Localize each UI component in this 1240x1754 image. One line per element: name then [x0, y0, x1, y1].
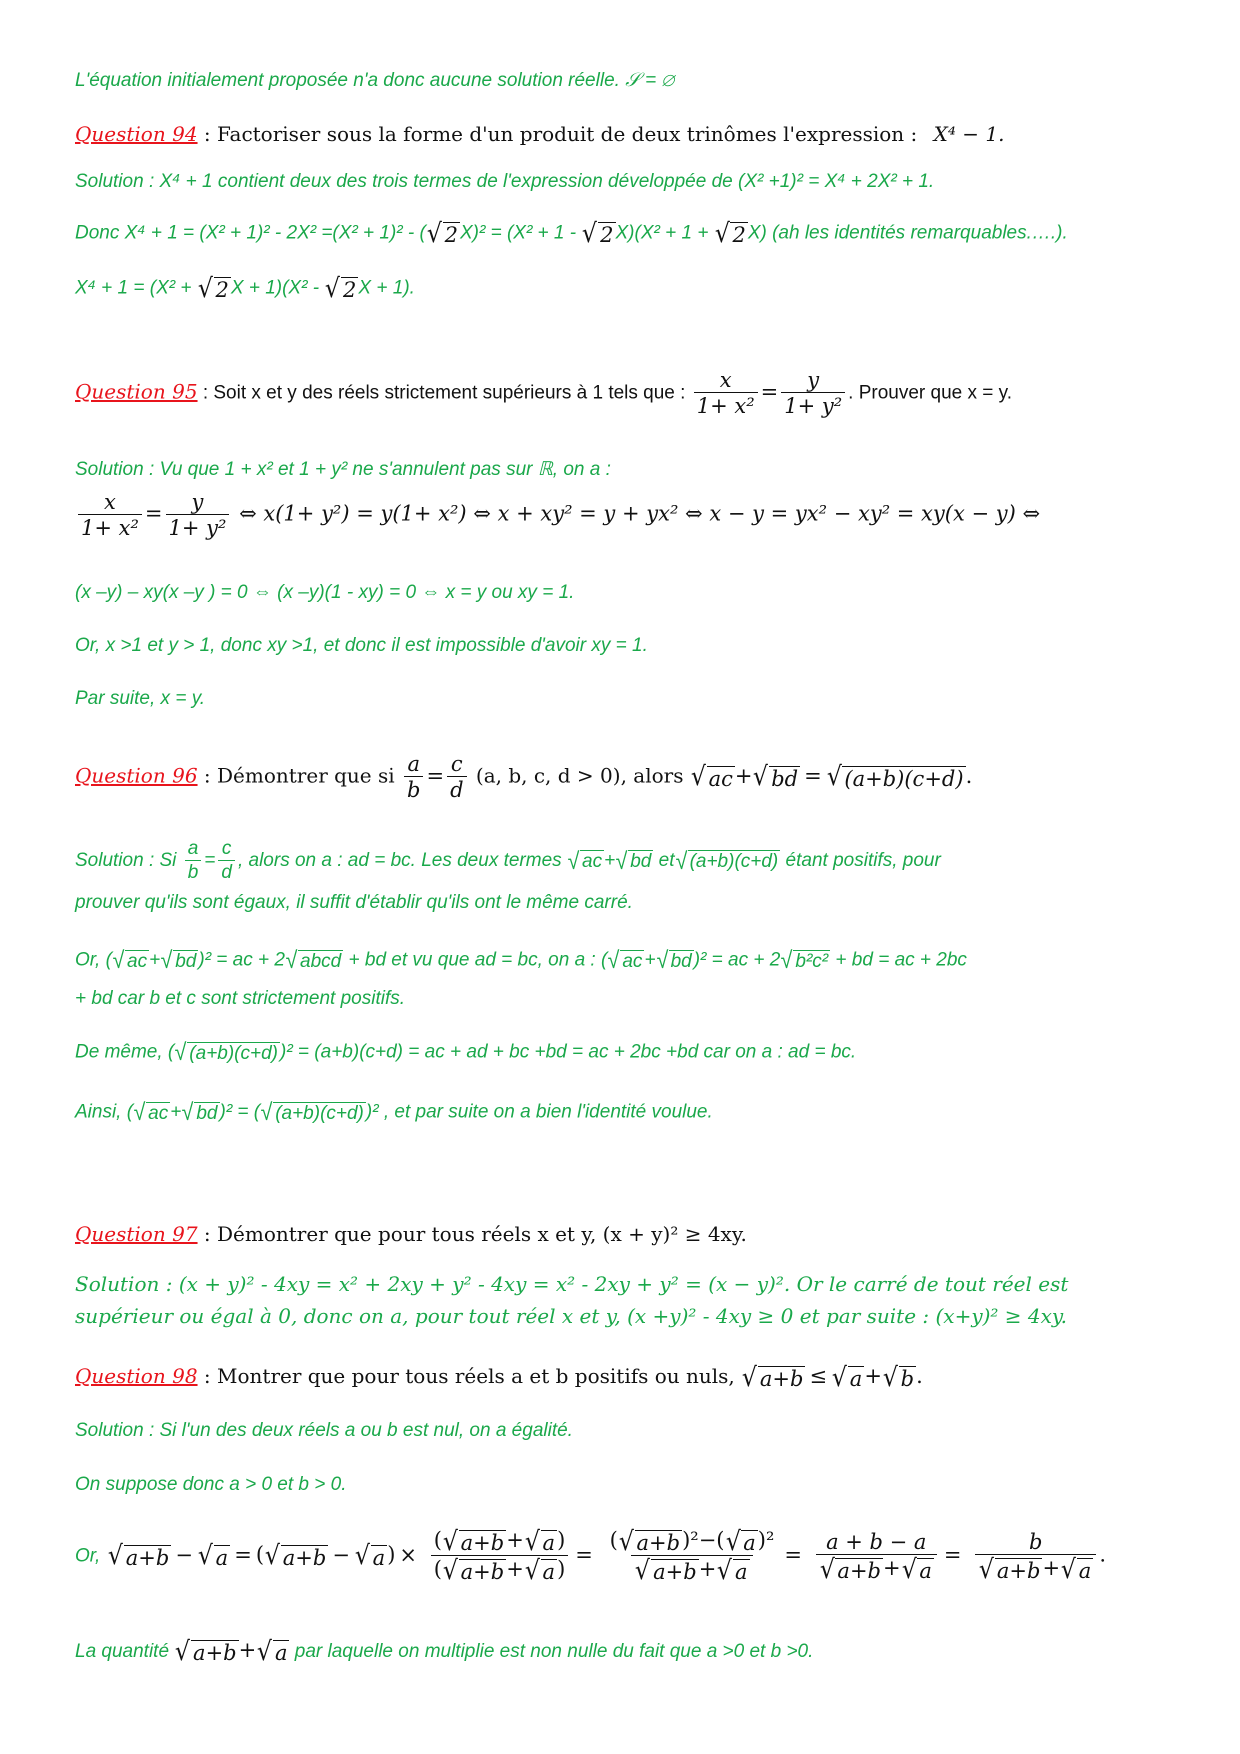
- sqrt-2: √ 2: [197, 273, 229, 304]
- sqrt-arg: 2: [343, 278, 357, 302]
- sqrt-arg: a: [919, 1558, 932, 1583]
- frac-num: y: [191, 490, 204, 514]
- equals-sign: =: [760, 379, 779, 404]
- sol-text: , alors on a : ad = bc. Les deux termes: [237, 849, 562, 871]
- sqrt-arg: a+b: [193, 1641, 237, 1665]
- sqrt-arg: a+b: [653, 1560, 697, 1585]
- frac-num: b: [1029, 1529, 1043, 1554]
- frac-den: 1+ y²: [166, 514, 230, 540]
- sol-text: étant positifs, pour: [785, 849, 941, 871]
- q95-line-2: (x –y) – xy(x –y ) = 0 ⇔ (x –y)(1 - xy) = 0 ⇔ x = y ou xy = 1.: [75, 582, 575, 603]
- sqrt-arg: a: [735, 1560, 748, 1585]
- frac-num: c: [221, 838, 232, 859]
- q98-inequality: √ a+b ≤ √ a + √ b .: [741, 1362, 923, 1393]
- sol-text: + bd et vu que ad = bc, on a : (: [343, 949, 608, 971]
- question-98-statement: : Montrer que pour tous réels a et b positifs ou nuls,: [197, 1364, 735, 1389]
- question-97-statement: : Démontrer que pour tous réels x et y, (x + y)² ≥ 4xy.: [197, 1222, 747, 1246]
- equals-sign: =: [234, 1542, 252, 1567]
- period: .: [965, 763, 973, 788]
- sqrt-arg: bd: [196, 1103, 218, 1124]
- question-96-label: Question 96: [75, 763, 198, 788]
- question-94-expr: X⁴ − 1.: [933, 122, 1005, 146]
- question-94: [75, 122, 1004, 146]
- sqrt-arg: ac: [127, 951, 148, 972]
- frac-num: a: [407, 752, 420, 776]
- minus-sign: −: [175, 1542, 193, 1567]
- question-95-statement: : Soit x et y des réels strictement supérieurs à 1 tels que :: [197, 382, 686, 404]
- question-94-label: Question 94: [75, 122, 198, 146]
- equals-sign: =: [943, 1542, 962, 1567]
- sqrt-arg: ac: [708, 766, 733, 791]
- frac-num: a + b − a: [826, 1529, 927, 1554]
- q94-solution-1: Solution : X⁴ + 1 contient deux des trois termes de l'expression développée de (X² +1)² = X⁴ + 2X² + 1.: [75, 171, 935, 192]
- sqrt-arg: 2: [600, 223, 614, 247]
- sqrt-arg: a: [274, 1641, 288, 1665]
- q94-sol3-part: X + 1)(X² -: [230, 277, 325, 299]
- q96-condition: (a, b, c, d > 0), alors: [475, 763, 684, 788]
- sqrt-arg: b²c²: [795, 951, 829, 972]
- q96-solution-1: Solution : Si $\frac{a}{b}$ = $\frac{c}{d}$ , alors on a : ad = bc. Les deux termes √ ac + √ bd et √ (a+b)(c+d) étant positifs, pour: [75, 838, 941, 883]
- sqrt-arg: a: [542, 1560, 556, 1585]
- sqrt-2: √ 2: [325, 273, 357, 304]
- q98-quantity-line: [75, 1638, 813, 1665]
- q94-sol3-part: X + 1).: [358, 277, 415, 299]
- q98-solution-2: On suppose donc a > 0 et b > 0.: [75, 1474, 347, 1495]
- sol-text: )² = ac + 2: [198, 949, 285, 971]
- sqrt-2: √ 2: [714, 218, 746, 249]
- frac-den: b: [185, 860, 202, 884]
- sqrt-arg: a+b: [460, 1531, 505, 1555]
- square-exp: ²: [690, 1528, 699, 1553]
- chain-text: ⇔ x(1+ y²) = y(1+ x²) ⇔ x + xy² = y + yx² ⇔ x − y = yx² − xy² = xy(x − y) ⇔: [239, 501, 1041, 526]
- frac-den: 1+ y²: [781, 392, 845, 418]
- plus-sign: +: [170, 1101, 182, 1123]
- sqrt-arg: bd: [771, 766, 799, 791]
- q95-line-4: Par suite, x = y.: [75, 688, 206, 709]
- sqrt-2: √ 2: [582, 218, 614, 249]
- sqrt-arg: a+b: [460, 1560, 505, 1585]
- sqrt-arg: a: [215, 1545, 229, 1570]
- question-97: [75, 1222, 747, 1246]
- sqrt-arg: a+b: [837, 1558, 881, 1583]
- frac-den: 1+ x²: [78, 514, 142, 540]
- equals-sign: =: [784, 1542, 802, 1567]
- question-94-statement: : Factoriser sous la forme d'un produit de deux trinômes l'expression :: [197, 122, 918, 146]
- equals-sign: =: [426, 763, 445, 788]
- sqrt-arg: bd: [670, 951, 692, 972]
- plus-sign: +: [734, 763, 753, 788]
- q96-equation: [401, 752, 470, 803]
- sol-text: )² , et par suite on a bien l'identité voulue.: [365, 1101, 713, 1123]
- sqrt-arg: b: [900, 1367, 915, 1391]
- sol-text: Or, (: [75, 949, 112, 971]
- minus-sign: −: [698, 1528, 717, 1553]
- sqrt-arg: a+b: [996, 1558, 1041, 1583]
- q97-solution-2: supérieur ou égal à 0, donc on a, pour tout réel x et y, (x +y)² - 4xy ≥ 0 et par suite : (x+y)² ≥ 4xy.: [75, 1304, 1067, 1328]
- sqrt-arg: ac: [582, 851, 603, 873]
- sqrt-arg: a: [542, 1531, 556, 1555]
- q98-solution-1: Solution : Si l'un des deux réels a ou b est nul, on a égalité.: [75, 1420, 573, 1441]
- question-95-label: Question 95: [75, 379, 198, 404]
- q96-or-line-2: + bd car b et c sont strictement positifs.: [75, 988, 406, 1009]
- sqrt-arg: (a+b)(c+d): [689, 851, 779, 873]
- sqrt-arg: ac: [148, 1103, 169, 1124]
- period: .: [1099, 1542, 1107, 1567]
- times-sign: ×: [399, 1542, 417, 1567]
- sol-text: et: [658, 849, 675, 871]
- sol-text: De même, (: [75, 1041, 175, 1063]
- frac-num: a: [187, 838, 199, 859]
- q95-line-3: Or, x >1 et y > 1, donc xy >1, et donc il est impossible d'avoir xy = 1.: [75, 635, 648, 656]
- frac-num: y: [807, 368, 820, 392]
- q94-sol2-part: X)² = (X² + 1 -: [459, 222, 582, 244]
- question-98: [75, 1364, 923, 1391]
- frac-num: x: [104, 490, 116, 514]
- plus-sign: +: [506, 1528, 524, 1553]
- plus-sign: +: [644, 949, 656, 971]
- or-text: Or,: [75, 1545, 101, 1567]
- conclusion-line: L'équation initialement proposée n'a donc aucune solution réelle. 𝒮 = ∅: [75, 70, 675, 91]
- q98-or-line: Or, √ a+b − √ a = ( √ a+b − √ a ) × ( √ a+b + √ a ) ( √ a+b + √ a ) = ( √ a+b )²−( √ a )² √ a+b + √ a = a + b − a √ a+b + √ a = b √ a+b + √ a .: [75, 1526, 1107, 1587]
- q96-identity: √ ac + √ bd = √ (a+b)(c+d) .: [690, 762, 973, 793]
- equals-sign: =: [575, 1542, 593, 1567]
- difference-of-squares-fraction: ( √ a+b )²−( √ a )² √ a+b + √ a: [609, 1526, 775, 1587]
- q95-equivalence-chain: [75, 490, 1040, 540]
- sol-text: La quantité: [75, 1641, 170, 1663]
- sqrt-arg: ac: [622, 951, 643, 972]
- sqrt-arg: 2: [444, 223, 458, 247]
- sqrt-2: √ 2: [426, 218, 458, 249]
- q96-or-line: Or, ( √ ac + √ bd )² = ac + 2 √ abcd + bd et vu que ad = bc, on a : ( √ ac + √ bd )² = ac + 2 √ b²c² + bd = ac + 2bc: [75, 947, 967, 975]
- sqrt-arg: bd: [630, 851, 652, 873]
- plus-sign: +: [604, 849, 616, 871]
- sqrt-arg: 2: [732, 223, 746, 247]
- quantity-expr: √ a+b + √ a: [175, 1636, 288, 1667]
- sqrt-arg: a+b: [125, 1545, 170, 1570]
- sqrt-arg: abcd: [300, 951, 342, 972]
- sqrt-arg: a+b: [636, 1531, 681, 1555]
- period: .: [916, 1364, 923, 1389]
- q94-sol2-part: X) (ah les identités remarquables.….).: [747, 222, 1068, 244]
- q94-sol2-part: Donc X⁴ + 1 = (X² + 1)² - 2X² =(X² + 1)² - (: [75, 222, 426, 244]
- sqrt-arg: bd: [175, 951, 197, 972]
- sqrt-arg: a+b: [759, 1367, 804, 1391]
- conjugate-fraction: ( √ a+b + √ a ) ( √ a+b + √ a ): [431, 1528, 569, 1584]
- sqrt-arg: a: [849, 1367, 863, 1391]
- simplified-fraction: a + b − a √ a+b + √ a: [816, 1530, 937, 1583]
- final-fraction: b √ a+b + √ a: [975, 1530, 1096, 1583]
- question-97-label: Question 97: [75, 1222, 198, 1246]
- frac-den: b: [404, 776, 423, 802]
- sqrt-arg: (a+b)(c+d): [275, 1103, 364, 1124]
- minus-sign: −: [332, 1542, 350, 1567]
- square-exp: ²: [765, 1528, 775, 1553]
- sol-text: Solution : Si: [75, 849, 177, 871]
- sqrt-arg: 2: [215, 278, 229, 302]
- q94-sol3-part: X⁴ + 1 = (X² +: [75, 277, 197, 299]
- question-96: [75, 752, 972, 802]
- sol-text: + bd = ac + 2bc: [830, 949, 967, 971]
- frac-den: d: [218, 860, 235, 884]
- q94-sol2-part: X)(X² + 1 +: [615, 222, 714, 244]
- plus-sign: +: [864, 1364, 882, 1389]
- q94-solution-2: [75, 220, 1068, 247]
- q95-equation: [691, 368, 848, 419]
- sol-text: )² = ac + 2: [693, 949, 781, 971]
- sol-text: )² = (: [219, 1101, 261, 1123]
- equals-sign: =: [144, 501, 163, 526]
- plus-sign: +: [149, 949, 161, 971]
- sqrt-arg: (a+b)(c+d): [189, 1043, 278, 1064]
- frac-den: d: [447, 776, 466, 802]
- sqrt-arg: a+b: [282, 1545, 327, 1570]
- q94-solution-3: [75, 275, 415, 302]
- frac-num: c: [450, 752, 463, 776]
- q97-solution-1: Solution : (x + y)² - 4xy = x² + 2xy + y² - 4xy = x² - 2xy + y² = (x − y)². Or le carré de tout réel est: [75, 1272, 1069, 1296]
- sqrt-arg: (a+b)(c+d): [844, 766, 964, 791]
- sol-text: par laquelle on multiplie est non nulle du fait que a >0 et b >0.: [294, 1641, 814, 1663]
- equals-sign: =: [204, 849, 216, 871]
- equals-sign: =: [804, 763, 822, 788]
- sol-text: )² = (a+b)(c+d) = ac + ad + bc +bd = ac + 2bc +bd car on a : ad = bc.: [280, 1041, 857, 1063]
- fraction-c-d: [218, 838, 235, 884]
- sol-text: Ainsi, (: [75, 1101, 134, 1123]
- question-95-end: . Prouver que x = y.: [848, 382, 1013, 404]
- plus-sign: +: [506, 1557, 524, 1582]
- plus-sign: +: [882, 1555, 901, 1580]
- question-98-label: Question 98: [75, 1364, 198, 1389]
- q96-solution-2: prouver qu'ils sont égaux, il suffit d'établir qu'ils ont le même carré.: [75, 892, 633, 913]
- sqrt-arg: a: [1078, 1558, 1092, 1583]
- plus-sign: +: [1042, 1555, 1061, 1580]
- q96-ainsi: Ainsi, ( √ ac + √ bd )² = ( √ (a+b)(c+d) )² , et par suite on a bien l'identité voulue.: [75, 1099, 713, 1127]
- q95-solution-intro: Solution : Vu que 1 + x² et 1 + y² ne s'annulent pas sur ℝ, on a :: [75, 459, 611, 480]
- plus-sign: +: [698, 1557, 717, 1582]
- question-95: [75, 368, 1012, 418]
- le-sign: ≤: [809, 1364, 828, 1389]
- plus-sign: +: [238, 1638, 257, 1663]
- fraction-a-b: [185, 838, 202, 884]
- frac-den: 1+ x²: [694, 392, 758, 418]
- sqrt-arg: a: [743, 1531, 756, 1555]
- question-96-statement: : Démontrer que si: [197, 763, 395, 788]
- q96-de-meme: De même, ( √ (a+b)(c+d) )² = (a+b)(c+d) = ac + ad + bc +bd = ac + 2bc +bd car on a : ad = bc.: [75, 1039, 857, 1067]
- frac-num: x: [719, 368, 732, 392]
- sqrt-arg: a: [372, 1545, 386, 1570]
